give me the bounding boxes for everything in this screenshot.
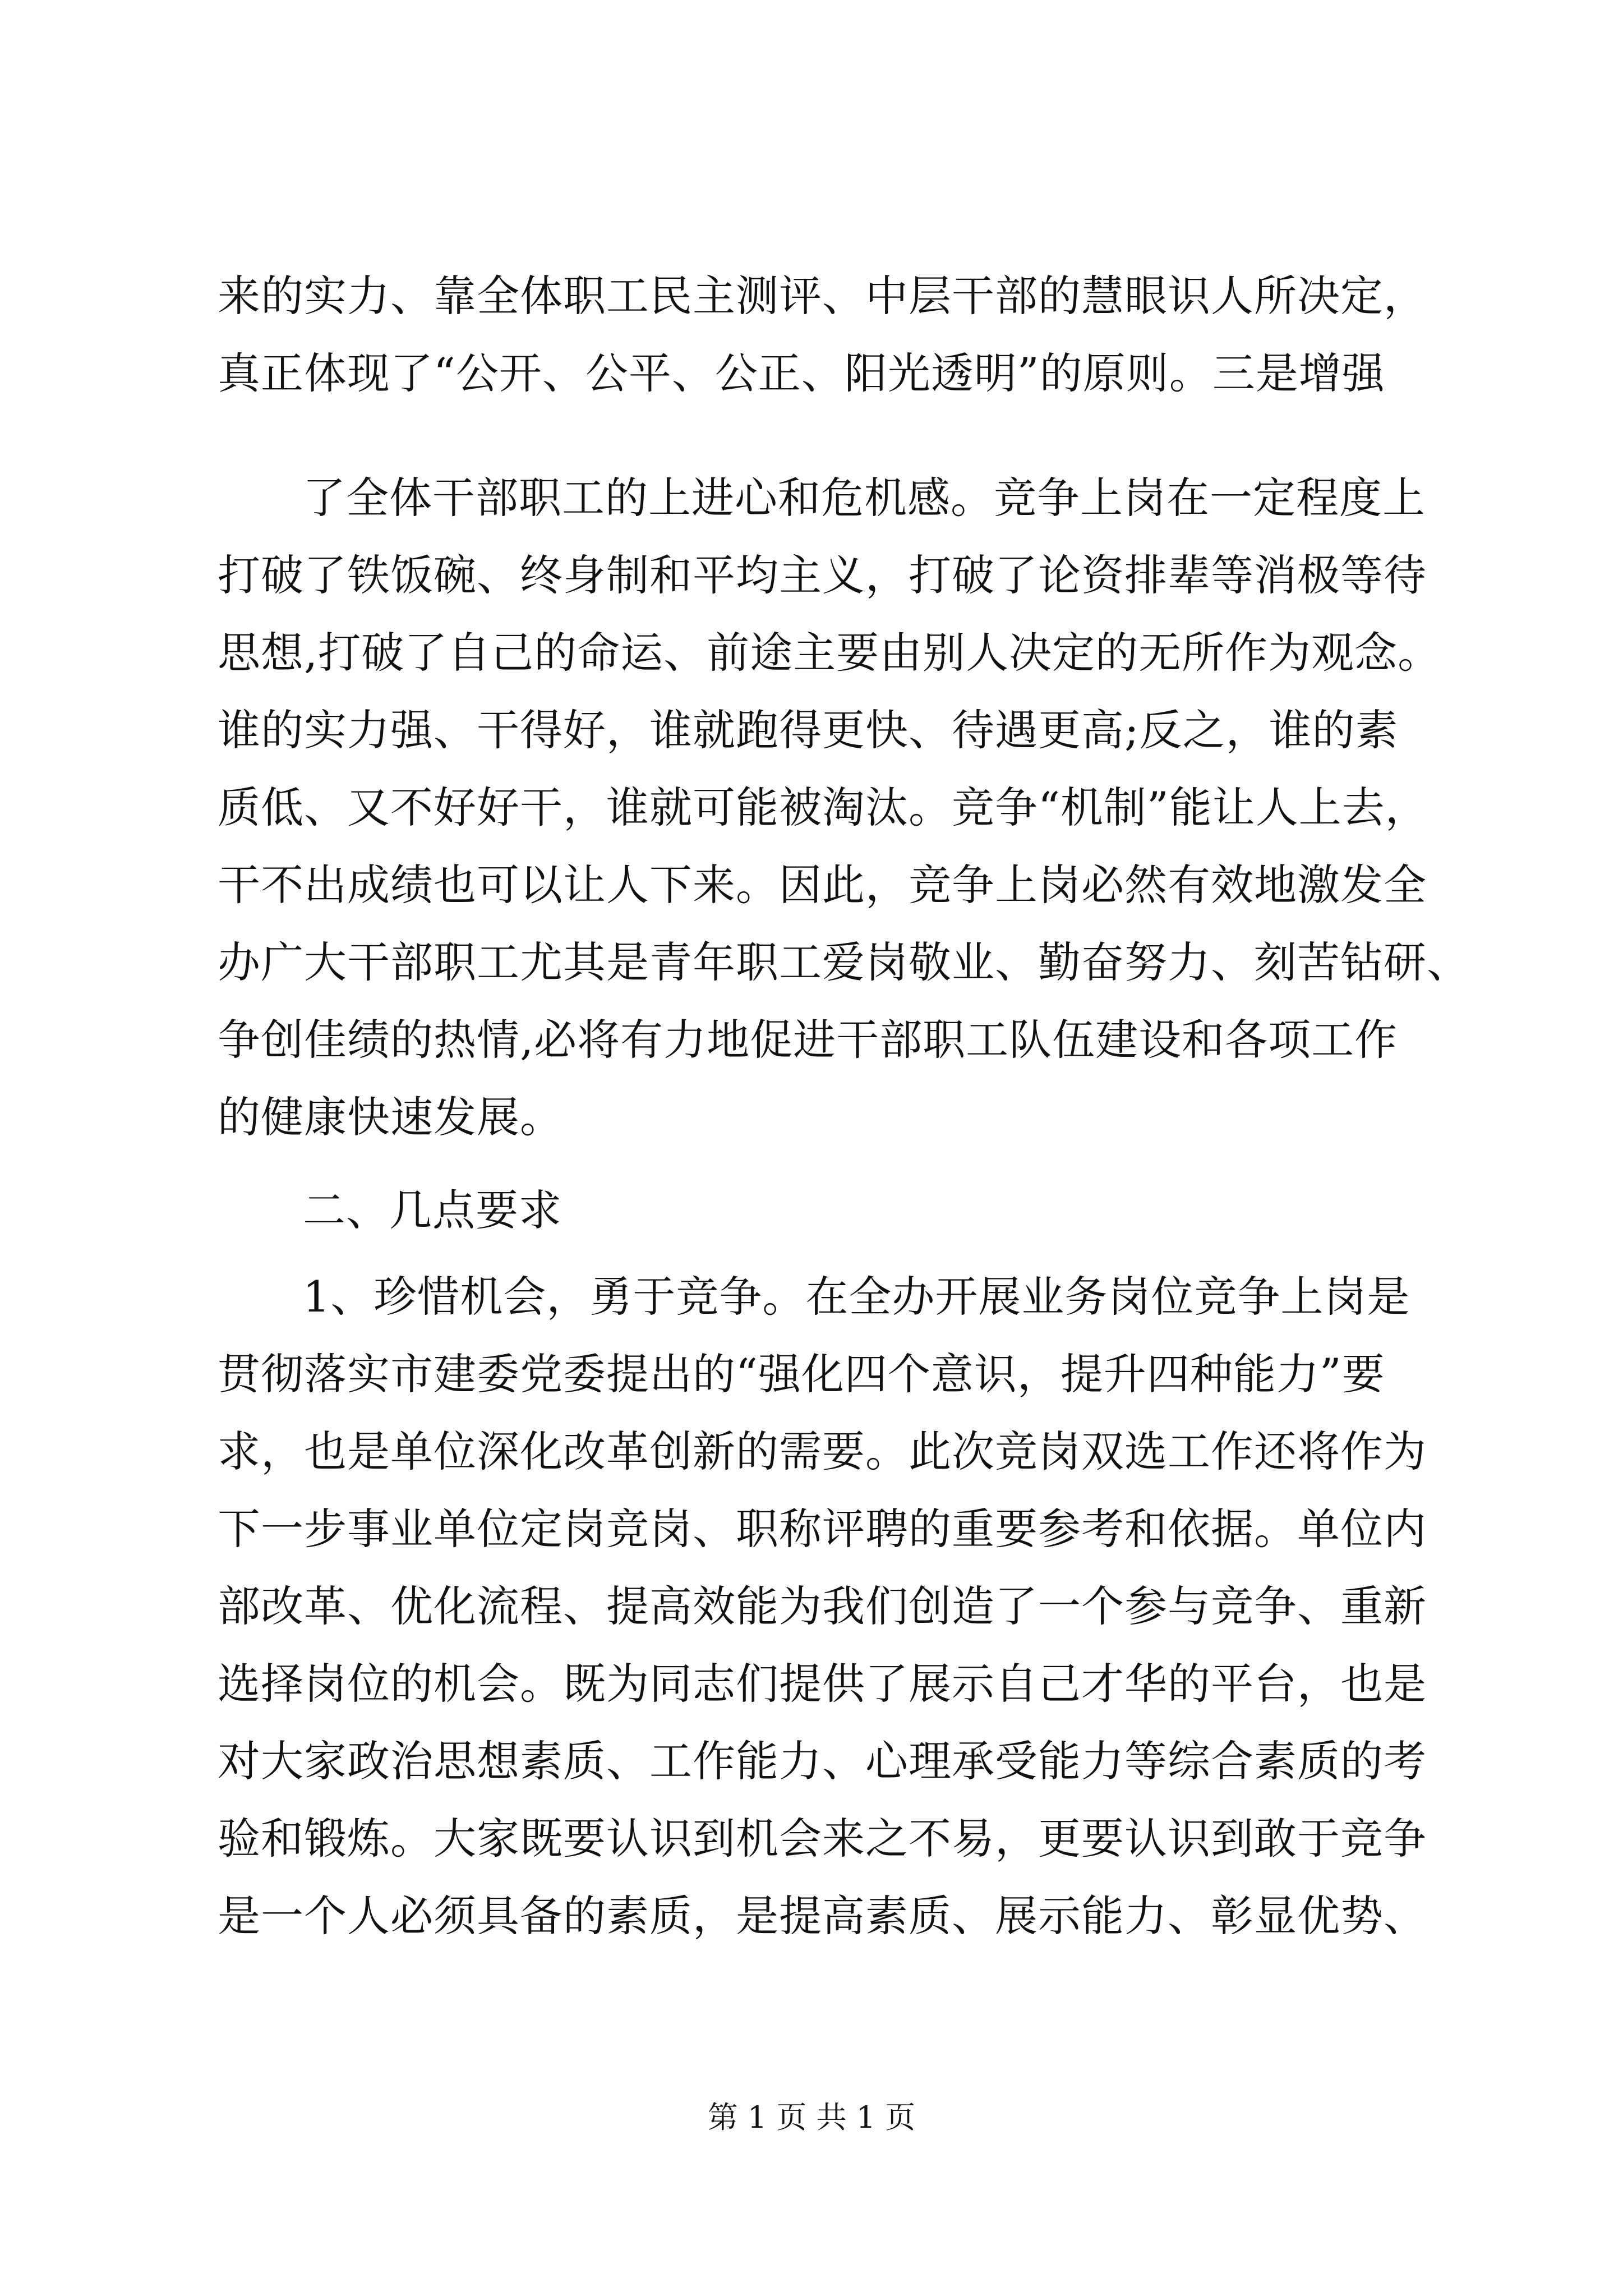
body-text-line: 是一个人必须具备的素质，是提高素质、展示能力、彰显优势、 <box>218 1891 1427 1941</box>
body-text-line: 思想,打破了自己的命运、前途主要由别人决定的无所作为观念。 <box>218 628 1441 678</box>
body-text-line: 打破了铁饭碗、终身制和平均主义，打破了论资排辈等消极等待 <box>218 550 1427 600</box>
body-text-line: 质低、又不好好干，谁就可能被淘汰。竞争“机制”能让人上去， <box>218 783 1428 832</box>
section-heading: 二、几点要求 <box>303 1185 562 1235</box>
body-text-line: 求，也是单位深化改革创新的需要。此次竞岗双选工作还将作为 <box>218 1427 1427 1476</box>
body-text-line: 真正体现了“公开、公平、公正、阳光透明”的原则。三是增强 <box>218 348 1385 398</box>
body-text-line: 贯彻落实市建委党委提出的“强化四个意识，提升四种能力”要 <box>218 1349 1385 1399</box>
body-text-line: 了全体干部职工的上进心和危机感。竞争上岗在一定程度上 <box>303 473 1426 523</box>
body-text-line: 对大家政治思想素质、工作能力、心理承受能力等综合素质的考 <box>218 1736 1427 1786</box>
body-text-line: 验和锻炼。大家既要认识到机会来之不易，更要认识到敢于竞争 <box>218 1814 1427 1864</box>
body-text-line: 谁的实力强、干得好，谁就跑得更快、待遇更高;反之，谁的素 <box>218 705 1399 755</box>
page-number-footer: 第 1 页 共 1 页 <box>707 2100 916 2135</box>
body-text-line: 来的实力、靠全体职工民主测评、中层干部的慧眼识人所决定， <box>218 271 1427 321</box>
body-text-line: 的健康快速发展。 <box>218 1092 563 1142</box>
body-text-line: 争创佳绩的热情,必将有力地促进干部职工队伍建设和各项工作 <box>218 1015 1398 1065</box>
body-text-line: 部改革、优化流程、提高效能为我们创造了一个参与竞争、重新 <box>218 1581 1427 1631</box>
body-text-line: 下一步事业单位定岗竞岗、职称评聘的重要参考和依据。单位内 <box>218 1504 1427 1554</box>
body-text-line: 办广大干部职工尤其是青年职工爱岗敬业、勤奋努力、刻苦钻研、 <box>218 937 1470 987</box>
body-text-line: 干不出成绩也可以让人下来。因此，竞争上岗必然有效地激发全 <box>218 860 1427 910</box>
body-text-line: 选择岗位的机会。既为同志们提供了展示自己才华的平台，也是 <box>218 1659 1427 1709</box>
body-text-line: 1、珍惜机会，勇于竞争。在全办开展业务岗位竞争上岗是 <box>303 1272 1410 1322</box>
